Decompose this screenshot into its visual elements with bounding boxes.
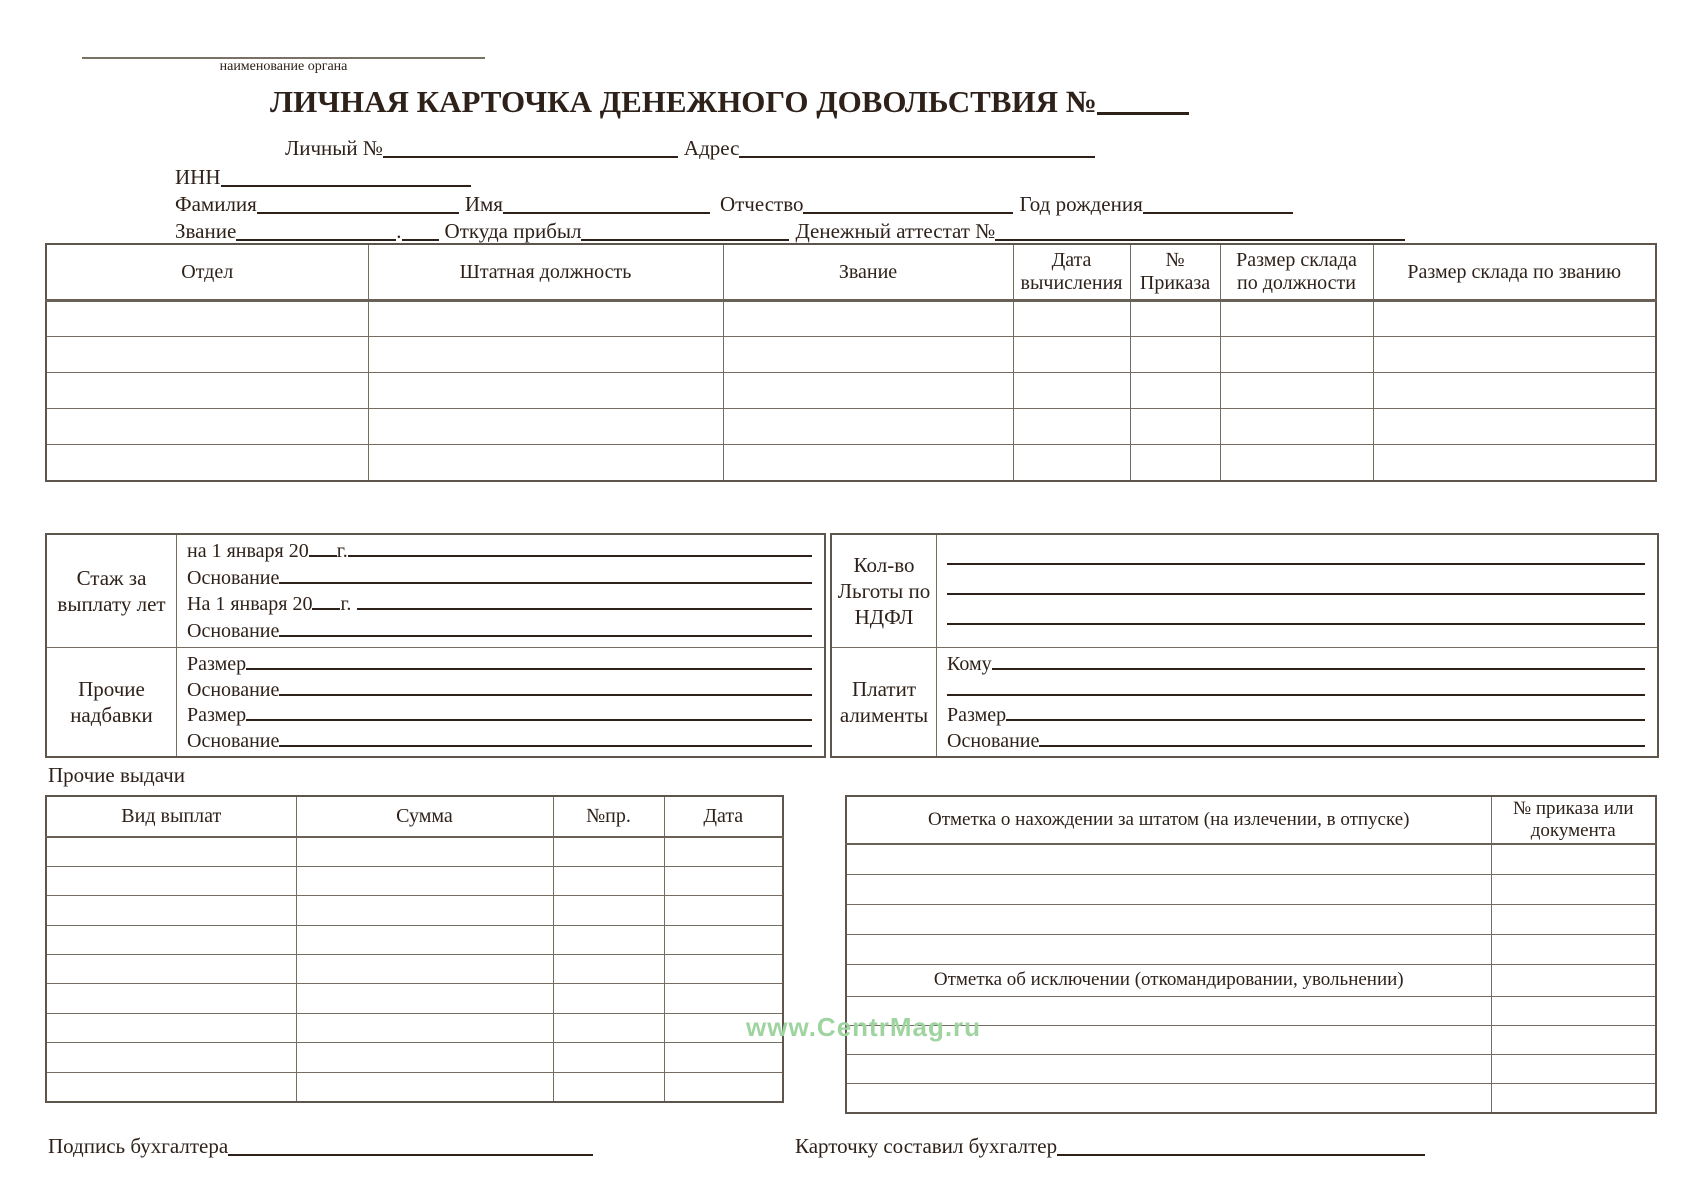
- empty-cell: [46, 984, 296, 1013]
- position-table-body: [46, 301, 1656, 481]
- alimony-line-4: [947, 728, 1645, 754]
- empty-cell: [846, 904, 1491, 934]
- notes-rows-before: [846, 844, 1656, 964]
- empty-cell: [368, 337, 723, 373]
- blank-line: [246, 651, 812, 670]
- on-january-label: на 1 января 20: [187, 540, 309, 562]
- empty-cell: [368, 445, 723, 481]
- alimony-line-3: [947, 702, 1645, 728]
- col-date: Дата: [664, 796, 783, 837]
- blank-line: [1006, 702, 1645, 721]
- empty-cell: [723, 373, 1013, 409]
- inn-blank: [221, 167, 471, 187]
- col-salary-by-position: Размер склада по должности: [1220, 244, 1373, 301]
- empty-cell: [553, 925, 664, 954]
- surname-blank: [257, 194, 459, 214]
- empty-cell: [46, 896, 296, 925]
- size-label: Размер: [187, 653, 247, 675]
- org-name-caption: наименование органа: [219, 59, 348, 74]
- money-certificate-label: Денежный аттестат №: [795, 219, 996, 243]
- empty-cell: [1491, 996, 1656, 1025]
- position-table-head: [46, 244, 1656, 301]
- notes-empty-row: [846, 934, 1656, 964]
- ndfl-label: [832, 535, 937, 647]
- ndfl-label-line: Льготы по: [837, 579, 931, 603]
- allowance-line-4: [187, 728, 812, 754]
- ndfl-label-line: НДФЛ: [854, 605, 914, 629]
- empty-cell: [46, 373, 368, 409]
- col-order-no-short: №пр.: [553, 796, 664, 837]
- rank-label: Звание: [175, 219, 237, 243]
- empty-cell: [296, 837, 553, 866]
- blank-line: [348, 538, 812, 557]
- allowance-line-3: [187, 702, 812, 728]
- empty-cell: [296, 896, 553, 925]
- empty-cell: [723, 337, 1013, 373]
- blank-line: [279, 618, 812, 637]
- exclusion-header: Отметка об исключении (откомандировании, увольнении): [846, 964, 1491, 996]
- empty-cell: [664, 925, 783, 954]
- col-department: Отдел: [46, 244, 368, 301]
- form-title: [270, 84, 1189, 120]
- empty-cell: [46, 837, 296, 866]
- col-payout-type: Вид выплат: [46, 796, 296, 837]
- empty-cell: [553, 955, 664, 984]
- empty-cell: [1130, 409, 1220, 445]
- position-table-empty-row: [46, 337, 1656, 373]
- alimony-label: [832, 648, 937, 756]
- position-table-empty-row: [46, 409, 1656, 445]
- empty-cell: [846, 1055, 1491, 1084]
- ndfl-label-line: Кол-во: [853, 553, 915, 577]
- empty-cell: [46, 866, 296, 895]
- watermark: www.CentrMag.ru: [746, 1012, 982, 1042]
- payouts-empty-row: [46, 1072, 783, 1101]
- payouts-empty-row: [46, 866, 783, 895]
- basis-label: Основание: [187, 678, 280, 701]
- empty-cell: [1491, 844, 1656, 874]
- fio-row: [175, 192, 1293, 217]
- seniority-label: [47, 535, 177, 647]
- year-blank: [309, 538, 337, 557]
- position-table-empty-row: [46, 445, 1656, 481]
- empty-cell: [1491, 904, 1656, 934]
- empty-cell: [553, 1072, 664, 1101]
- card-prepared-row: [795, 1134, 1425, 1159]
- notes-empty-row: [846, 874, 1656, 904]
- empty-cell: [664, 896, 783, 925]
- col-staff-position: Штатная должность: [368, 244, 723, 301]
- year-suffix: г.: [340, 593, 352, 615]
- on-january-label: На 1 января 20: [187, 593, 313, 615]
- col-doc-number: № приказа или документа: [1491, 796, 1656, 844]
- seniority-line-3: [187, 591, 812, 618]
- empty-cell: [46, 1043, 296, 1072]
- org-name-underline: [82, 30, 485, 59]
- other-allowances-label: [47, 648, 177, 756]
- position-table-header-row: [46, 244, 1656, 301]
- inn-label: ИНН: [175, 165, 221, 189]
- position-table-empty-row: [46, 301, 1656, 337]
- ndfl-blank-2: [947, 576, 1645, 606]
- personal-number-label: Личный №: [285, 136, 383, 160]
- allowance-line-2: [187, 677, 812, 703]
- empty-cell: [1220, 445, 1373, 481]
- card-number-blank: [1097, 86, 1189, 115]
- col-order-no: № Приказа: [1130, 244, 1220, 301]
- empty-cell: [846, 934, 1491, 964]
- col-rank: Звание: [723, 244, 1013, 301]
- rank-blank: [236, 221, 396, 241]
- first-name-blank: [503, 194, 710, 214]
- seniority-box: [45, 533, 826, 758]
- notes-empty-row: [846, 1084, 1656, 1113]
- empty-cell: [1220, 337, 1373, 373]
- empty-cell: [664, 1043, 783, 1072]
- payouts-empty-row: [46, 955, 783, 984]
- blank-line: [246, 702, 812, 721]
- empty-cell: [723, 409, 1013, 445]
- empty-cell: [296, 955, 553, 984]
- empty-cell: [296, 1043, 553, 1072]
- empty-cell: [368, 409, 723, 445]
- accountant-signature-blank: [228, 1136, 593, 1156]
- notes-empty-row: [846, 904, 1656, 934]
- empty-cell: [1373, 445, 1656, 481]
- empty-cell: [296, 1072, 553, 1101]
- alimony-line-2: [947, 677, 1645, 703]
- seniority-content: [177, 535, 824, 647]
- payouts-empty-row: [46, 984, 783, 1013]
- alimony-content: [937, 648, 1657, 756]
- blank-line: [992, 651, 1645, 670]
- ndfl-box: [830, 533, 1659, 758]
- empty-cell: [368, 373, 723, 409]
- other-payouts-title: Прочие выдачи: [48, 763, 185, 787]
- empty-cell: [846, 1084, 1491, 1113]
- empty-cell: [553, 896, 664, 925]
- first-name-label: Имя: [464, 192, 503, 216]
- empty-cell: [553, 984, 664, 1013]
- rank-row: [175, 219, 1405, 244]
- basis-label: Основание: [187, 619, 280, 642]
- blank-line: [279, 565, 812, 584]
- arrived-from-label: Откуда прибыл: [444, 219, 582, 243]
- address-label: Адрес: [683, 136, 740, 160]
- exclusion-header-row: [846, 964, 1656, 996]
- empty-cell: [1373, 373, 1656, 409]
- empty-cell: [1220, 373, 1373, 409]
- empty-cell: [1220, 409, 1373, 445]
- payouts-empty-row: [46, 1013, 783, 1042]
- empty-cell: [1220, 301, 1373, 337]
- payouts-empty-row: [46, 1043, 783, 1072]
- empty-cell: [1013, 409, 1130, 445]
- year-suffix: г.: [336, 540, 348, 562]
- payouts-table-body: [46, 837, 783, 1102]
- to-whom-label: Кому: [947, 653, 992, 675]
- blank-line: [947, 606, 1645, 625]
- seniority-line-2: [187, 565, 812, 592]
- empty-cell: [1130, 445, 1220, 481]
- empty-cell: [846, 874, 1491, 904]
- empty-cell: [664, 837, 783, 866]
- other-allowances-label-text: Прочие надбавки: [70, 677, 153, 727]
- notes-header-row: [846, 796, 1656, 844]
- notes-table: [845, 795, 1657, 1114]
- empty-cell: [296, 925, 553, 954]
- other-allowances-row: [47, 647, 824, 756]
- address-blank: [739, 138, 1095, 158]
- empty-cell: [664, 1072, 783, 1101]
- blank-line: [947, 677, 1645, 696]
- empty-cell: [368, 301, 723, 337]
- empty-cell: [46, 925, 296, 954]
- basis-label: Основание: [187, 566, 280, 589]
- ndfl-blank-1: [947, 546, 1645, 576]
- form-title-text: ЛИЧНАЯ КАРТОЧКА ДЕНЕЖНОГО ДОВОЛЬСТВИЯ №: [270, 84, 1097, 119]
- notes-empty-row: [846, 844, 1656, 874]
- empty-cell: [553, 1013, 664, 1042]
- seniority-line-4: [187, 618, 812, 645]
- empty-cell: [46, 955, 296, 984]
- position-table: [45, 243, 1657, 482]
- empty-cell: [1013, 373, 1130, 409]
- empty-cell: [296, 1013, 553, 1042]
- accountant-signature-row: [48, 1134, 593, 1159]
- arrived-from-blank: [581, 221, 789, 241]
- payouts-header-row: [46, 796, 783, 837]
- patronymic-blank: [803, 194, 1013, 214]
- empty-cell: [46, 445, 368, 481]
- empty-cell: [1491, 1055, 1656, 1084]
- ndfl-content: [937, 535, 1657, 647]
- empty-cell: [1130, 337, 1220, 373]
- empty-cell: [1491, 1025, 1656, 1054]
- empty-cell: [46, 1013, 296, 1042]
- empty-cell: [46, 337, 368, 373]
- money-certificate-blank: [995, 221, 1405, 241]
- notes-table-head: [846, 796, 1656, 844]
- blank-line: [279, 728, 812, 747]
- size-label: Размер: [187, 704, 247, 726]
- blank-line: [279, 677, 812, 696]
- alimony-row: [832, 647, 1657, 756]
- payouts-empty-row: [46, 837, 783, 866]
- empty-cell: [1130, 373, 1220, 409]
- seniority-line-1: [187, 538, 812, 565]
- exclusion-header-section: [846, 964, 1656, 996]
- rank-separator-dot: .: [396, 219, 402, 243]
- birth-year-label: Год рождения: [1019, 192, 1143, 216]
- alimony-line-1: [947, 651, 1645, 677]
- empty-cell: [296, 984, 553, 1013]
- empty-cell: [1373, 301, 1656, 337]
- empty-cell: [296, 866, 553, 895]
- blank-line: [947, 576, 1645, 595]
- empty-cell: [664, 866, 783, 895]
- empty-cell: [1013, 301, 1130, 337]
- rank-extra-blank: [402, 221, 439, 241]
- col-calc-date: Дата вычисления: [1013, 244, 1130, 301]
- seniority-label-text: Стаж за выплату лет: [57, 566, 166, 616]
- card-prepared-blank: [1057, 1136, 1425, 1156]
- empty-cell: [1013, 337, 1130, 373]
- empty-cell: [553, 866, 664, 895]
- col-staff-note: Отметка о нахождении за штатом (на излечении, в отпуске): [846, 796, 1491, 844]
- payouts-empty-row: [46, 896, 783, 925]
- empty-cell: [1491, 1084, 1656, 1113]
- size-label: Размер: [947, 704, 1007, 726]
- empty-cell: [723, 301, 1013, 337]
- empty-cell: [1491, 964, 1656, 996]
- empty-cell: [664, 955, 783, 984]
- position-table-empty-row: [46, 373, 1656, 409]
- year-blank: [312, 591, 340, 610]
- basis-label: Основание: [947, 729, 1040, 752]
- col-salary-by-rank: Размер склада по званию: [1373, 244, 1656, 301]
- blank-line: [947, 546, 1645, 565]
- seniority-row: [47, 535, 824, 647]
- ndfl-blank-3: [947, 606, 1645, 636]
- empty-cell: [1373, 409, 1656, 445]
- empty-cell: [46, 1072, 296, 1101]
- empty-cell: [1130, 301, 1220, 337]
- personal-address-row: [285, 136, 1095, 161]
- alimony-label-line: алименты: [839, 703, 929, 727]
- col-sum: Сумма: [296, 796, 553, 837]
- payouts-table-head: [46, 796, 783, 837]
- empty-cell: [1373, 337, 1656, 373]
- ndfl-row: [832, 535, 1657, 647]
- empty-cell: [723, 445, 1013, 481]
- payouts-table: [45, 795, 784, 1103]
- notes-empty-row: [846, 1055, 1656, 1084]
- accountant-signature-label: Подпись бухгалтера: [48, 1134, 229, 1158]
- empty-cell: [846, 844, 1491, 874]
- surname-label: Фамилия: [175, 192, 257, 216]
- inn-row: [175, 165, 471, 190]
- blank-line: [357, 591, 812, 610]
- empty-cell: [46, 409, 368, 445]
- empty-cell: [1491, 934, 1656, 964]
- patronymic-label: Отчество: [719, 192, 804, 216]
- empty-cell: [1491, 874, 1656, 904]
- basis-label: Основание: [187, 729, 280, 752]
- birth-year-blank: [1143, 194, 1293, 214]
- empty-cell: [553, 1043, 664, 1072]
- empty-cell: [1013, 445, 1130, 481]
- other-allowances-content: [177, 648, 824, 756]
- empty-cell: [46, 301, 368, 337]
- blank-line: [1039, 728, 1645, 747]
- empty-cell: [553, 837, 664, 866]
- allowance-line-1: [187, 651, 812, 677]
- card-prepared-label: Карточку составил бухгалтер: [795, 1134, 1058, 1158]
- alimony-label-line: Платит: [851, 677, 916, 701]
- personal-number-blank: [383, 138, 678, 158]
- empty-cell: [664, 984, 783, 1013]
- payouts-empty-row: [46, 925, 783, 954]
